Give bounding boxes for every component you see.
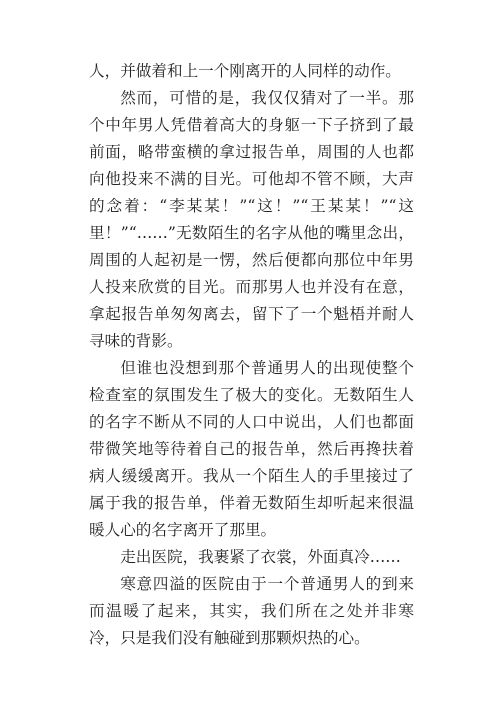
paragraph: 走出医院，我裹紧了衣裳，外面真冷…… <box>120 548 401 566</box>
document-body <box>89 58 414 652</box>
paragraph: 但谁也没想到那个普通男人的出现使整个检查室的氛围发生了极大的变化。无数陌生人的名字不断从不同的人口中说出，人们也都面带微笑地等待着自己的报告单，然后再搀扶着病人缓缓离开。我从一个陌生人的手里接过了属于我的报告单，伴着无数陌生却听起来很温暖人心的名字离开了那里。 <box>89 359 414 539</box>
paragraph-continuation: 人，并做着和上一个刚离开的人同样的动作。 <box>89 62 401 80</box>
paragraph: 然而，可惜的是，我仅仅猜对了一半。那个中年男人凭借着高大的身躯一下子挤到了最前面，略带蛮横的拿过报告单，周围的人也都向他投来不满的目光。可他却不管不顾，大声的念着：“李某某！”“这！”“王某某！”“这里！”“……”无数陌生的名字从他的嘴里念出，周围的人起初是一愣，然后便都向那位中年男人投来欣赏的目光。而那男人也并没有在意，拿起报告单匆匆离去，留下了一个魁梧并耐人寻味的背影。 <box>89 89 414 350</box>
paragraph: 寒意四溢的医院由于一个普通男人的到来而温暖了起来，其实，我们所在之处并非寒冷，只是我们没有触碰到那颗炽热的心。 <box>89 575 414 647</box>
